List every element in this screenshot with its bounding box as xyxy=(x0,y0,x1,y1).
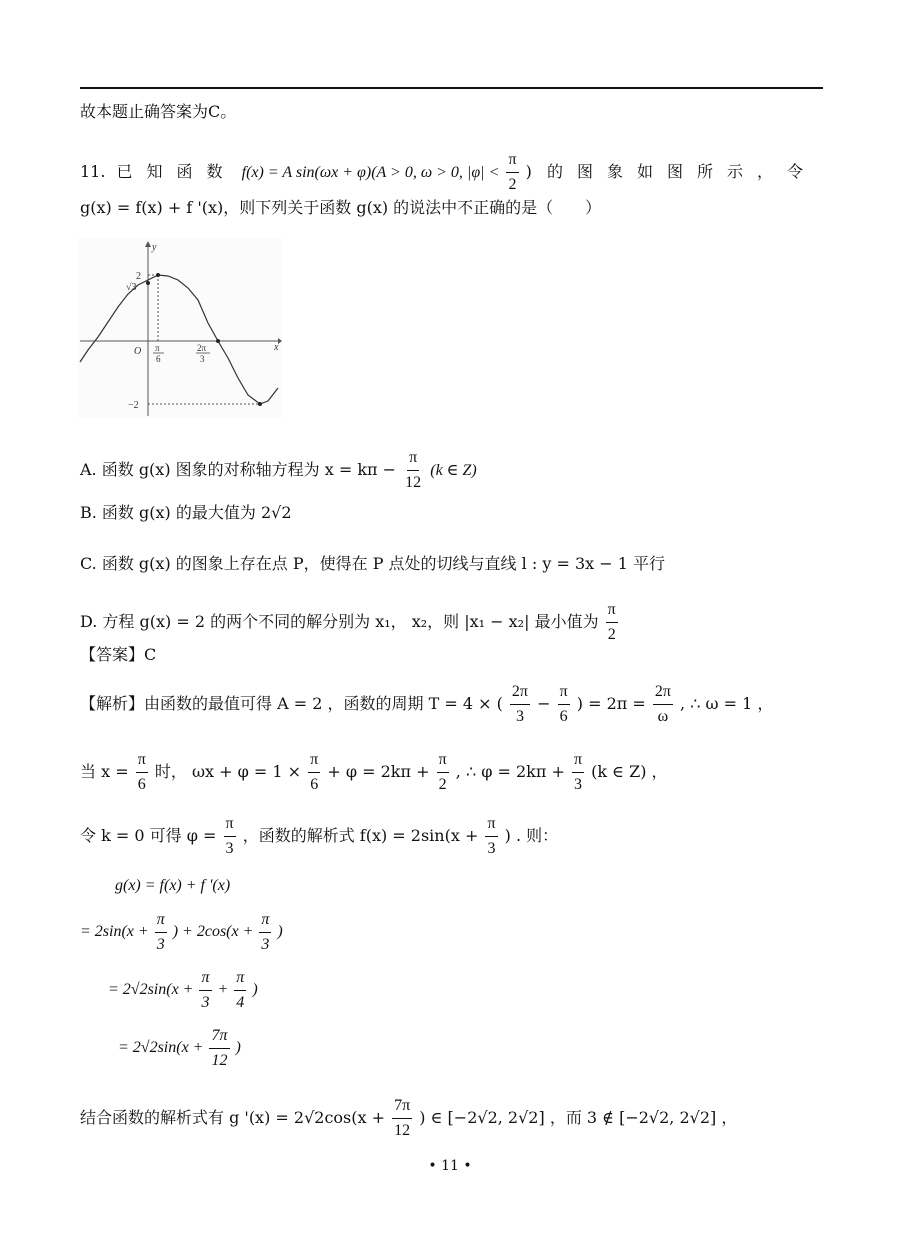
equation-2-mid: ) + 2cos(x + xyxy=(172,923,254,941)
analysis-last-pre: 结合函数的解析式有 g '(x) = 2√2cos(x + xyxy=(80,1108,386,1127)
analysis-line1-post: , ∴ ω = 1 ， xyxy=(680,694,774,713)
equation-3 xyxy=(108,966,258,1015)
option-d-text: D. 方程 g(x) = 2 的两个不同的解分别为 x₁， x₂，则 |x₁ − x₂| 最小值为 xyxy=(80,612,599,631)
min-point xyxy=(258,402,262,406)
analysis-line2-mid3: , ∴ φ = 2kπ + xyxy=(455,762,565,781)
option-d xyxy=(80,598,620,647)
xtick1-den: 6 xyxy=(156,354,161,364)
equation-4-pre: = 2√2sin(x + xyxy=(118,1039,204,1057)
analysis-minus: − xyxy=(537,694,551,713)
max-point xyxy=(156,273,160,277)
analysis-line2 xyxy=(80,748,668,797)
zero-point xyxy=(216,339,220,343)
equation-2 xyxy=(80,908,283,957)
analysis-last-post: ) ∈ [−2√2, 2√2] ，而 3 ∉ [−2√2, 2√2] ， xyxy=(419,1108,738,1127)
header-rule xyxy=(80,87,823,89)
option-a-fraction: $\frac{\pi}{12}$ xyxy=(403,446,423,495)
option-d-fraction: $\frac{\pi}{2}$ xyxy=(606,598,618,647)
analysis-frac-a: $\frac{\pi}{6}$ xyxy=(136,748,148,797)
analysis-line3-pre: 令 k = 0 可得 φ = xyxy=(80,826,217,845)
question-close: ) xyxy=(525,162,532,181)
analysis-frac-b: $\frac{\pi}{6}$ xyxy=(308,748,320,797)
question-11-line2: g(x) = f(x) + f '(x)，则下列关于函数 g(x) 的说法中不正确的是（ ） xyxy=(80,198,602,217)
analysis-line1 xyxy=(80,680,773,729)
analysis-line2-mid2: + φ = 2kπ + xyxy=(327,762,430,781)
sine-graph xyxy=(78,238,282,418)
equation-4-frac: $\frac{7\pi}{12}$ xyxy=(209,1024,229,1073)
question-number: 11. xyxy=(80,162,106,181)
phi-bound-fraction: $\frac{\pi}{2}$ xyxy=(506,148,518,197)
header-line: 故本题止确答案为C。 xyxy=(80,102,237,121)
page-number: • 11 • xyxy=(428,1158,472,1174)
analysis-frac-2pi-3: $\frac{2\pi}{3}$ xyxy=(510,680,530,729)
analysis-line2-post: (k ∈ Z) ， xyxy=(591,762,668,781)
equation-3-post: ) xyxy=(252,981,258,999)
option-a-post: (k ∈ Z) xyxy=(430,462,477,479)
y-intercept-point xyxy=(146,281,150,285)
analysis-last-frac: $\frac{7\pi}{12}$ xyxy=(392,1094,412,1143)
answer-line: 【答案】C xyxy=(80,645,157,664)
equation-4-post: ) xyxy=(235,1039,241,1057)
equation-3-frac-a: $\frac{\pi}{3}$ xyxy=(199,966,211,1015)
y-axis-label: y xyxy=(152,242,157,253)
ytick-bottom: −2 xyxy=(128,400,139,411)
equation-2-pre: = 2sin(x + xyxy=(80,923,149,941)
question-intro: 已知函数 xyxy=(116,162,237,181)
analysis-frac-d: $\frac{\pi}{3}$ xyxy=(572,748,584,797)
option-a-text: A. 函数 g(x) 图象的对称轴方程为 x = kπ − xyxy=(80,460,397,479)
analysis-frac-f: $\frac{\pi}{3}$ xyxy=(485,812,497,861)
origin-label: O xyxy=(134,346,142,357)
ytick-top: 2 xyxy=(136,271,141,282)
equation-4 xyxy=(118,1024,241,1073)
analysis-line3 xyxy=(80,812,558,861)
equation-2-frac-a: $\frac{\pi}{3}$ xyxy=(155,908,167,957)
option-a xyxy=(80,446,477,495)
equation-3-plus: + xyxy=(217,981,229,999)
question-tail: 的图象如图所示，令 xyxy=(546,162,817,181)
x-axis-label: x xyxy=(274,342,279,353)
equation-1: g(x) = f(x) + f '(x) xyxy=(115,877,231,894)
xtick1-num: π xyxy=(155,343,160,353)
equation-2-post: ) xyxy=(277,923,283,941)
option-c: C. 函数 g(x) 的图象上存在点 P，使得在 P 点处的切线与直线 l : y = 3x − 1 平行 xyxy=(80,554,665,573)
analysis-line3-post: ) . 则： xyxy=(504,826,559,845)
xtick2-den: 3 xyxy=(200,354,205,364)
analysis-line3-mid: ，函数的解析式 f(x) = 2sin(x + xyxy=(242,826,479,845)
analysis-last-line xyxy=(80,1094,737,1143)
xtick2-num: 2π xyxy=(197,343,207,353)
equation-2-frac-b: $\frac{\pi}{3}$ xyxy=(259,908,271,957)
analysis-line1-pre: 【解析】由函数的最值可得 A = 2 ，函数的周期 T = 4 × ( xyxy=(80,694,503,713)
equation-3-frac-b: $\frac{\pi}{4}$ xyxy=(234,966,246,1015)
question-11-line1 xyxy=(80,148,817,197)
analysis-frac-c: $\frac{\pi}{2}$ xyxy=(437,748,449,797)
analysis-frac-pi-6: $\frac{\pi}{6}$ xyxy=(558,680,570,729)
ytick-sqrt3: √3 xyxy=(126,282,137,293)
analysis-line1-mid: ) = 2π = xyxy=(576,694,646,713)
equation-3-pre: = 2√2sin(x + xyxy=(108,981,194,999)
analysis-line2-mid1: 时， ωx + φ = 1 × xyxy=(154,762,302,781)
analysis-line2-pre: 当 x = xyxy=(80,762,129,781)
question-function: f(x) = A sin(ωx + φ)(A > 0, ω > 0, |φ| < xyxy=(241,164,500,181)
analysis-frac-e: $\frac{\pi}{3}$ xyxy=(224,812,236,861)
analysis-frac-2pi-omega: $\frac{2\pi}{\omega}$ xyxy=(653,680,673,729)
option-b: B. 函数 g(x) 的最大值为 2√2 xyxy=(80,503,292,522)
